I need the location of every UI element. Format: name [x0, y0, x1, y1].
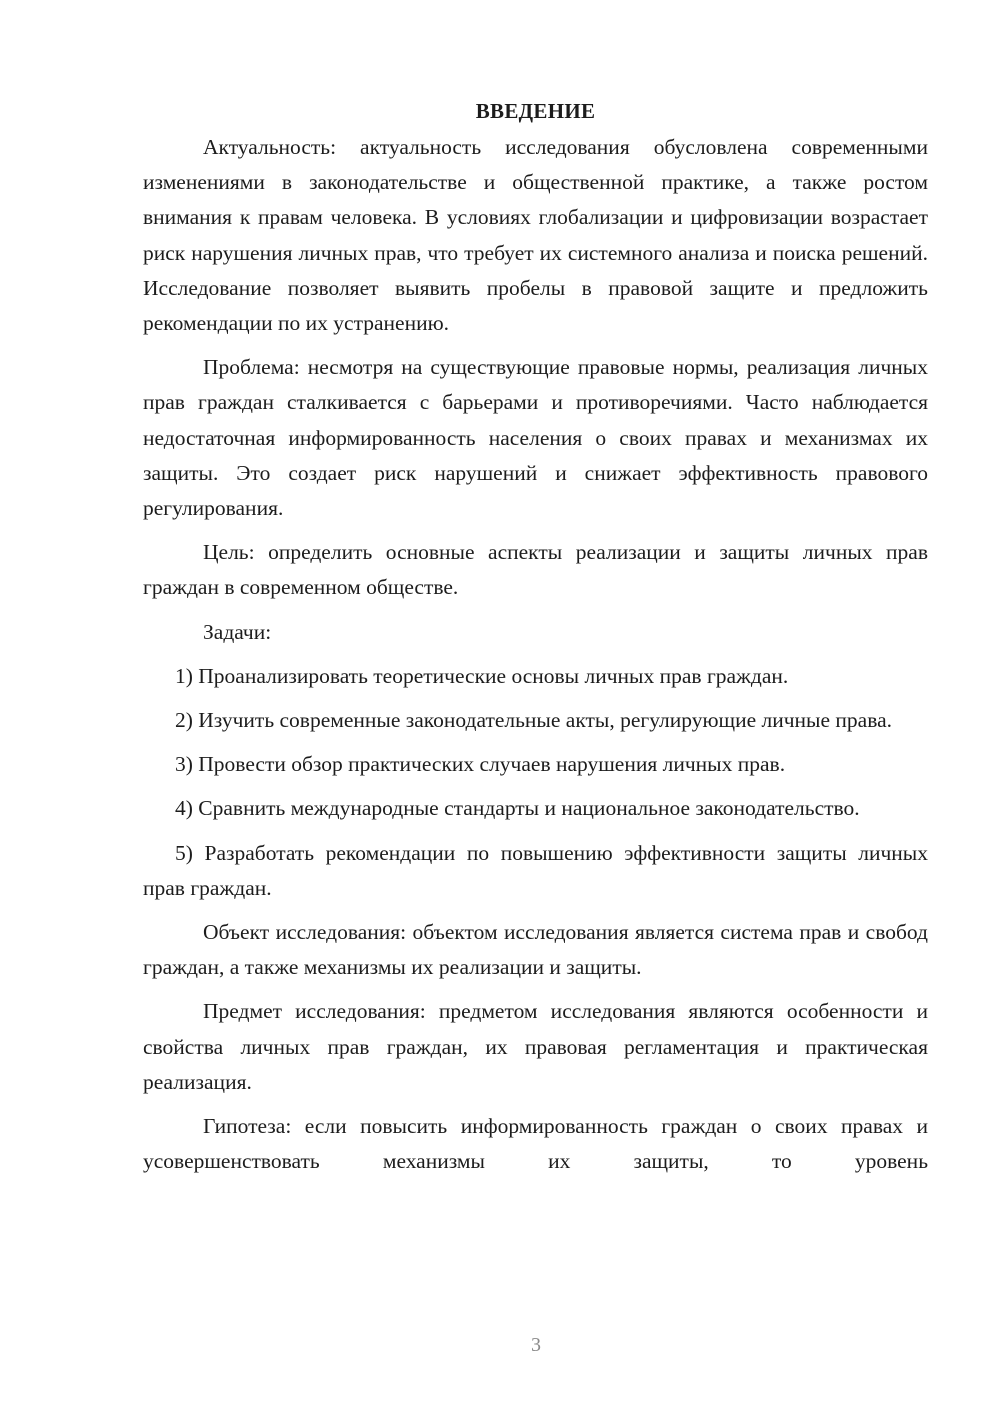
paragraph-hypothesis: Гипотеза: если повысить информированность граждан о своих правах и усовершенствовать механизмы их защиты, то уровень — [143, 1114, 928, 1174]
page-content — [143, 96, 928, 1188]
task-item-4: 4) Сравнить международные стандарты и национальное законодательство. — [175, 796, 860, 821]
tasks-heading: Задачи: — [203, 619, 272, 644]
paragraph-problem: Проблема: несмотря на существующие правовые нормы, реализация личных прав граждан сталкивается с барьерами и противоречиями. Часто наблюдается недостаточная информированность населения о своих правах и механизмах их защиты. Это создает риск нарушений и снижает эффективность правового регулирования. — [143, 355, 928, 521]
section-title: ВВЕДЕНИЕ — [475, 99, 596, 123]
paragraph-subject: Предмет исследования: предметом исследования являются особенности и свойства личных прав граждан, их правовая регламентация и практическая реализация. — [143, 999, 928, 1094]
task-item-3: 3) Провести обзор практических случаев нарушения личных прав. — [175, 752, 786, 777]
page-number: 3 — [531, 1334, 541, 1356]
task-item-1: 1) Проанализировать теоретические основы личных прав граждан. — [175, 663, 789, 688]
task-item-5: 5) Разработать рекомендации по повышению эффективности защиты личных прав граждан. — [143, 840, 928, 900]
paragraph-object: Объект исследования: объектом исследования является система прав и свобод граждан, а также механизмы их реализации и защиты. — [143, 920, 928, 980]
paragraph-relevance: Актуальность: актуальность исследования обусловлена современными изменениями в законодательстве и общественной практике, а также ростом внимания к правам человека. В условиях глобализации и цифровизации возрастает риск нарушения личных прав, что требует их системного анализа и поиска решений. Исследование позволяет выявить пробелы в правовой защите и предложить рекомендации по их устранению. — [143, 135, 928, 336]
paragraph-goal: Цель: определить основные аспекты реализации и защиты личных прав граждан в современном обществе. — [143, 540, 928, 600]
task-item-2: 2) Изучить современные законодательные акты, регулирующие личные права. — [175, 708, 893, 733]
